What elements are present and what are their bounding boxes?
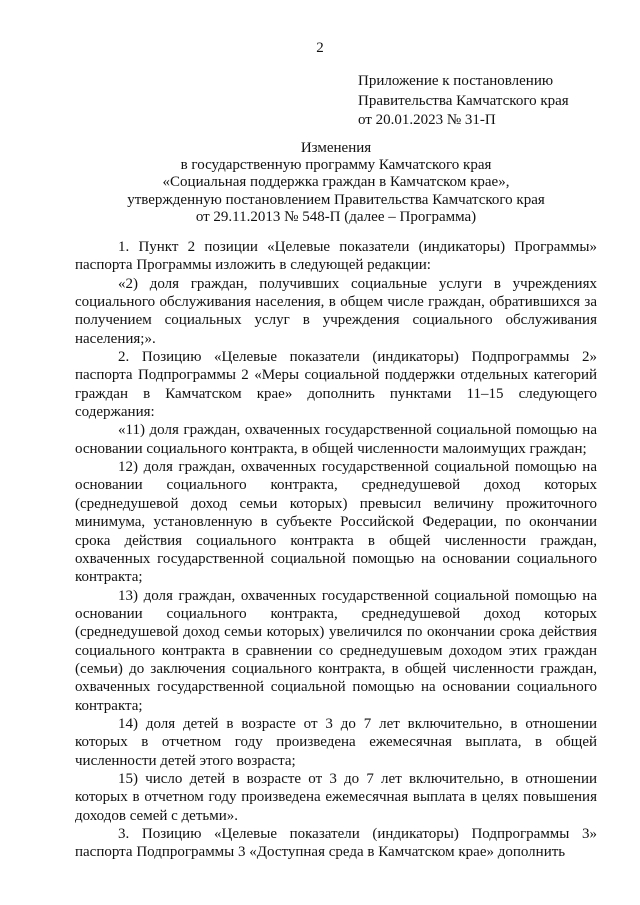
paragraph-5: 12) доля граждан, охваченных государственной социальной помощью на основании социального контракта, среднедушевой доход которых (среднедушевой доход семьи которых) превысил величину прожиточного минимума, установленную в субъекте Российской Федерации, по окончании срока действия социального контракта в общей численности граждан, охваченных государственной социальной помощью на основании социального контракта; [75, 459, 597, 586]
paragraph-3: 2. Позицию «Целевые показатели (индикаторы) Подпрограммы 2» паспорта Подпрограммы 2 «Меры социальной поддержки отдельных категорий граждан в Камчатском крае» дополнить пунктами 11–15 следующего содержания: [75, 349, 597, 421]
appendix-line: от 20.01.2023 № 31-П [358, 112, 496, 128]
paragraph-2: «2) доля граждан, получивших социальные услуги в учреждениях социального обслуживания населения, в общем числе граждан, обратившихся за получением социальных услуг в учреждения социального обслуживания населения;». [75, 275, 597, 347]
heading-line: в государственную программу Камчатского края [180, 157, 492, 174]
paragraph-7: 14) доля детей в возрасте от 3 до 7 лет включительно, в отношении которых в отчетном году произведена ежемесячная выплата, в общей численности детей этого возраста; [75, 715, 597, 769]
page-number: 2 [316, 40, 324, 56]
paragraph-8: 15) число детей в возрасте от 3 до 7 лет включительно, в отношении которых в отчетном году произведена ежемесячная выплата в целях повышения доходов семей с детьми». [75, 770, 597, 824]
appendix-block [358, 72, 628, 131]
appendix-line: Приложение к постановлению [358, 73, 554, 89]
heading-line: утвержденную постановлением Правительства Камчатского края [127, 191, 545, 208]
appendix-line: Правительства Камчатского края [358, 92, 569, 109]
heading-line: «Социальная поддержка граждан в Камчатском крае», [162, 174, 510, 191]
paragraph-1: 1. Пункт 2 позиции «Целевые показатели (индикаторы) Программы» паспорта Программы изложить в следующей редакции: [75, 239, 597, 274]
paragraph-4: «11) доля граждан, охваченных государственной социальной помощью на основании социального контракта, в общей численности малоимущих граждан; [75, 422, 597, 457]
document-heading [76, 140, 596, 226]
document-body [75, 238, 597, 862]
paragraph-9: 3. Позицию «Целевые показатели (индикаторы) Подпрограммы 3» паспорта Подпрограммы 3 «Доступная среда в Камчатском крае» дополнить [75, 826, 597, 861]
heading-line: от 29.11.2013 № 548-П (далее – Программа) [195, 208, 477, 225]
heading-title: Изменения [300, 140, 372, 156]
paragraph-6: 13) доля граждан, охваченных государственной социальной помощью на основании социального контракта, среднедушевой доход которых (среднедушевой доход семьи которых) увеличился по окончании срока действия социального контракта в сравнении со среднедушевым доходом этих граждан (семьи) до заключения социального контракта, в общей численности граждан, охваченных государственной социальной помощью на основании социального контракта; [75, 587, 597, 714]
